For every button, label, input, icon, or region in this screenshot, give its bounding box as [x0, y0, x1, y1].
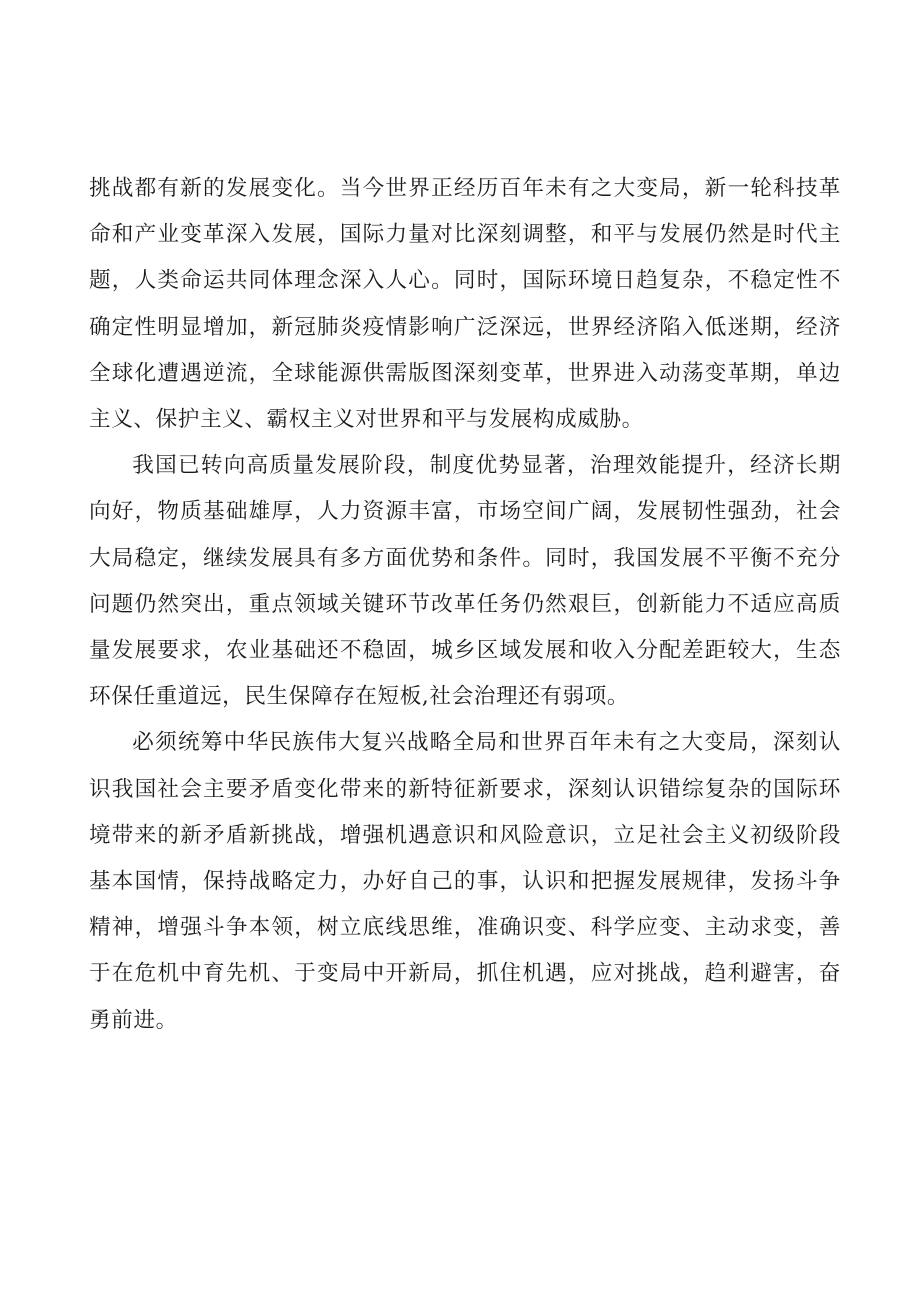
paragraph-overall-strategy: 必须统筹中华民族伟大复兴战略全局和世界百年未有之大变局，深刻认识我国社会主要矛盾变化带来的新特征新要求，深刻认识错综复杂的国际环境带来的新矛盾新挑战，增强机遇意识和风险意识，立足社会主义初级阶段基本国情，保持战略定力，办好自己的事，认识和把握发展规律，发扬斗争精神，增强斗争本领，树立底线思维，准确识变、科学应变、主动求变，善于在危机中育先机、于变局中开新局，抓住机遇，应对挑战，趋利避害，奋勇前进。 — [89, 730, 841, 1033]
paragraph-domestic-conditions: 我国已转向高质量发展阶段，制度优势显著，治理效能提升，经济长期向好，物质基础雄厚，人力资源丰富，市场空间广阔，发展韧性强劲，社会大局稳定，继续发展具有多方面优势和条件。同时，我国发展不平衡不充分问题仍然突出，重点领域关键环节改革任务仍然艰巨，创新能力不适应高质量发展要求，农业基础还不稳固，城乡区域发展和收入分配差距较大，生态环保任重道远，民生保障存在短板,社会治理还有弱项。 — [89, 453, 841, 710]
paragraph-continued: 挑战都有新的发展变化。当今世界正经历百年未有之大变局，新一轮科技革命和产业变革深入发展，国际力量对比深刻调整，和平与发展仍然是时代主题，人类命运共同体理念深入人心。同时，国际环境日趋复杂，不稳定性不确定性明显增加，新冠肺炎疫情影响广泛深远，世界经济陷入低迷期，经济全球化遭遇逆流，全球能源供需版图深刻变革，世界进入动荡变革期，单边主义、保护主义、霸权主义对世界和平与发展构成威胁。 — [89, 176, 841, 433]
body-text — [89, 166, 841, 1044]
